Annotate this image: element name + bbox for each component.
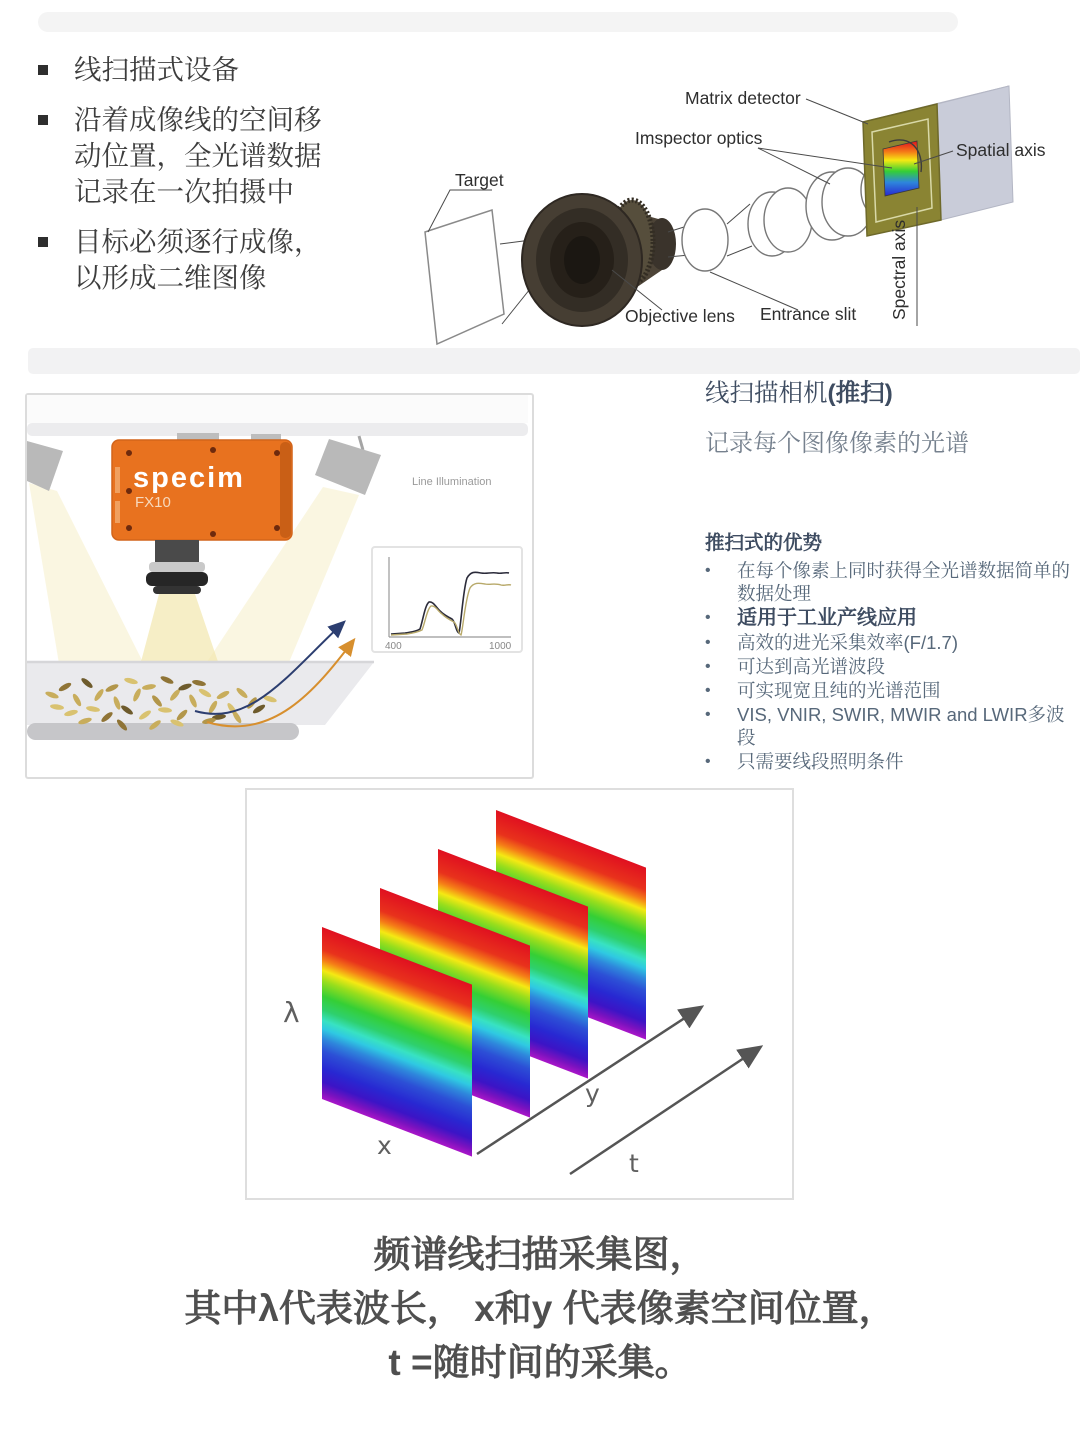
lambda-axis-label: λ [283,996,300,1029]
ceiling-area [27,395,528,423]
entrance-slit-label: Entrance slit [760,304,857,324]
camera-scene-svg [27,395,528,773]
chart-xmin-label: 400 [385,641,402,652]
right-light-unit [315,439,381,495]
chart-xmax-label: 1000 [489,641,512,652]
dot-bullet-icon: • [705,562,711,579]
spectral-axis-label: Spectral axis [889,219,909,320]
pushbroom-title-normal: 线扫描相机 [705,380,828,407]
target-label: Target [455,170,504,190]
objective-lens-label: Objective lens [625,306,735,326]
advantage-item: • 高效的进光采集效率(F/1.7) [705,632,958,653]
t-axis-label: t [629,1149,639,1178]
datacube-axes [247,790,788,1194]
pushbroom-text-column [705,378,1073,774]
camera-brand-label: specim [133,462,245,494]
left-light-unit [27,441,63,491]
top-decoration-bar [38,12,958,32]
advantage-item: • 可实现宽且纯的光谱范围 [705,680,941,701]
advantages-title: 推扫式的优势 [705,532,823,554]
right-light-mount [359,436,363,450]
bullet-text: 线扫描式设备 [74,54,239,85]
caption-line: 频谱线扫描采集图， [373,1234,707,1275]
dot-bullet-icon: • [705,609,711,626]
entrance-slit-shape [668,209,728,271]
target-plate [425,190,534,344]
specim-camera [112,433,292,594]
bullet-item [38,52,338,88]
dot-bullet-icon: • [705,682,711,699]
matrix-detector-cube [863,86,1013,326]
advantage-item: • VIS, VNIR, SWIR, MWIR and LWIR多波段 [705,704,1065,748]
figure-caption [0,1228,1080,1390]
caption-line: 其中λ代表波长， x和y 代表像素空间位置， [184,1288,896,1329]
dot-bullet-icon: • [705,753,711,770]
pushbroom-subtitle: 记录每个图像像素的光谱 [705,430,969,457]
advantage-item: • 在每个像素上同时获得全光谱数据简单的数据处理 [705,560,1071,604]
spectrograph-optics-diagram [400,72,1080,354]
x-axis-label: x [377,1131,392,1160]
advantage-item: • 可达到高光谱波段 [705,656,886,677]
dot-bullet-icon: • [705,634,711,651]
dot-bullet-icon: • [705,658,711,675]
spatial-axis-label: Spatial axis [956,140,1046,160]
spectrum-chart [372,547,522,652]
section-divider-band [28,348,1080,374]
bullet-item [38,102,338,210]
square-bullet-icon [38,115,48,125]
bullet-item [38,224,338,296]
advantage-item: • 只需要线段照明条件 [705,751,904,772]
square-bullet-icon [38,237,48,247]
advantage-item: • 适用于工业产线应用 [705,607,917,629]
y-axis-label: y [585,1079,600,1108]
bullet-text: 目标必须逐行成像，以形成二维图像 [74,226,322,293]
advantages-list [705,559,1073,773]
imspector-optics-label: Imspector optics [635,128,763,148]
matrix-detector-label: Matrix detector [685,88,801,108]
bullet-text: 沿着成像线的空间移动位置，全光谱数据记录在一次拍摄中 [74,104,322,207]
dot-bullet-icon: • [705,706,711,723]
square-bullet-icon [38,65,48,75]
line-scan-bullet-list [38,52,338,310]
t-axis-arrow [570,1048,759,1174]
pushbroom-title-bold: (推扫) [827,380,893,407]
datacube-figure [245,788,794,1200]
caption-line: t =随时间的采集。 [388,1342,692,1383]
pushbroom-title [705,378,1073,410]
camera-model-label: FX10 [135,494,171,511]
camera-scene-figure [25,393,534,779]
line-illumination-label: Line Illumination [412,476,492,488]
